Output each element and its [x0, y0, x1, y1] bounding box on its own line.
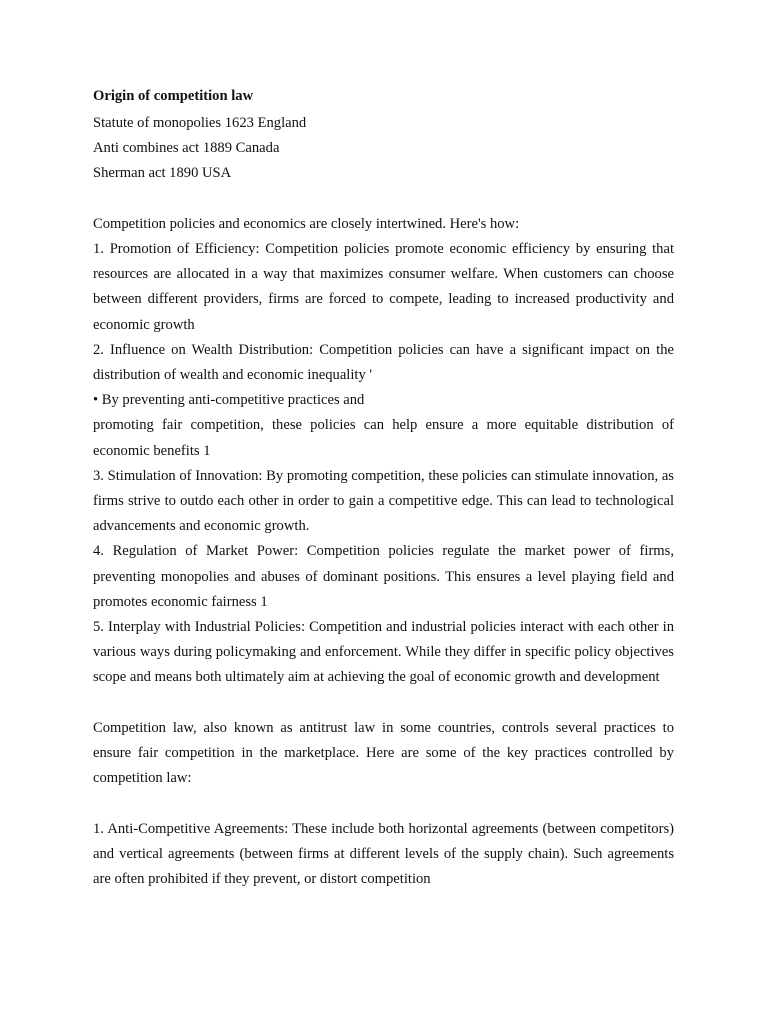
point-industrial-policies: 5. Interplay with Industrial Policies: Competition and industrial policies interact with each other in various ways during policymaking and enforcement. While they differ in specific policy objectives scope and means both ultimately aim at achieving the goal of economic growth and development	[93, 619, 674, 686]
spacer	[93, 187, 674, 212]
origin-item: Sherman act 1890 USA	[93, 165, 232, 182]
point-wealth-distribution: 2. Influence on Wealth Distribution: Competition policies can have a significant impact on the distribution of wealth and economic inequality '	[93, 341, 674, 384]
law-intro-paragraph: Competition law, also known as antitrust law in some countries, controls several practices to ensure fair competition in the marketplace. Here are some of the key practices controlled by competition law:	[93, 719, 674, 787]
spacer	[93, 791, 674, 816]
practice-anti-competitive-agreements: 1. Anti-Competitive Agreements: These include both horizontal agreements (between competitors) and vertical agreements (between firms at different levels of the supply chain). Such agreements are often prohibited if they prevent, or distort competition	[93, 820, 674, 888]
point-market-power: 4. Regulation of Market Power: Competition policies regulate the market power of firms, preventing monopolies and abuses of dominant positions. This ensures a level playing field and promotes economic fairness 1	[93, 543, 674, 610]
intro-paragraph: Competition policies and economics are closely intertwined. Here's how:	[93, 215, 520, 232]
spacer	[93, 691, 674, 716]
document-heading: Origin of competition law	[93, 88, 254, 104]
origin-item: Anti combines act 1889 Canada	[93, 140, 280, 157]
point-efficiency: 1. Promotion of Efficiency: Competition policies promote economic efficiency by ensuring that resources are allocated in a way that maximizes consumer welfare. When customers can choose between different providers, firms are forced to compete, leading to increased productivity and economic growth	[93, 241, 674, 333]
point-innovation: 3. Stimulation of Innovation: By promoting competition, these policies can stimulate innovation, as firms strive to outdo each other in order to gain a competitive edge. This can lead to technological advancements and economic growth.	[93, 467, 674, 535]
bullet-item: • By preventing anti-competitive practices and	[93, 392, 365, 409]
document-page	[93, 86, 674, 892]
origin-item: Statute of monopolies 1623 England	[93, 115, 307, 131]
point-wealth-continuation: promoting fair competition, these policies can help ensure a more equitable distribution of economic benefits 1	[93, 417, 674, 459]
